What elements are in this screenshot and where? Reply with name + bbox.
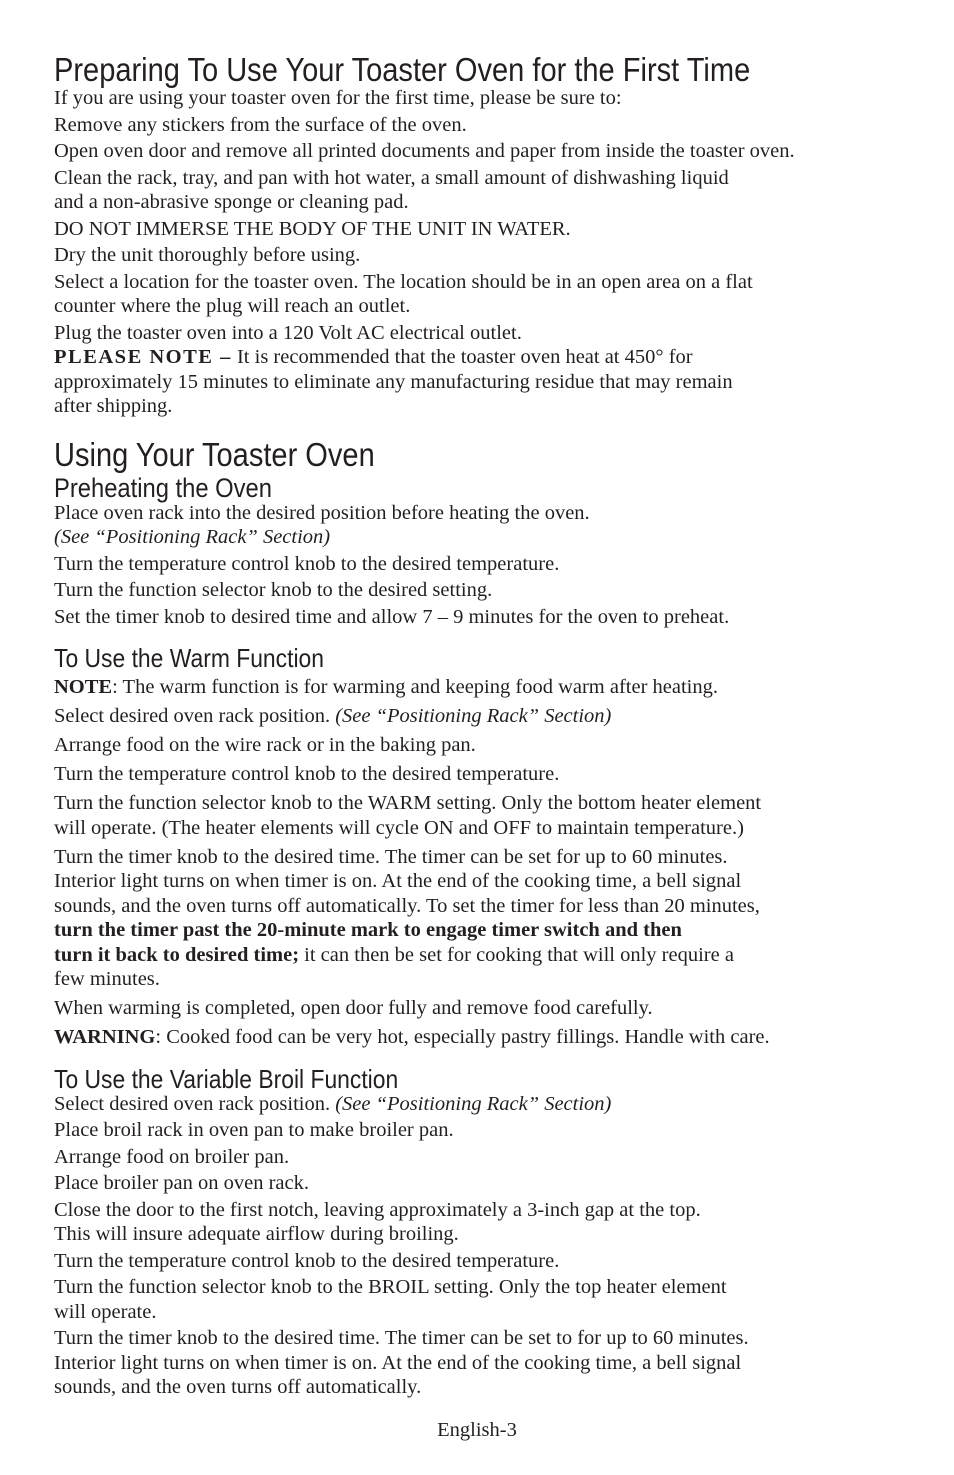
subsection-title-warm: To Use the Warm Function <box>54 643 324 673</box>
instruction-line <box>54 1092 914 1117</box>
please-note-line: approximately 15 minutes to eliminate any manufacturing residue that may remain <box>54 370 733 393</box>
warm-note-line <box>54 675 914 700</box>
rack-text: Select desired oven rack position. <box>54 1092 336 1115</box>
instruction-line: sounds, and the oven turns off automatically. <box>54 1376 422 1398</box>
instruction-line: Turn the timer knob to the desired time. The timer can be set to for up to 60 minutes. <box>54 1327 749 1349</box>
warning-line <box>54 1025 914 1050</box>
intro-line: If you are using your toaster oven for the first time, please be sure to: <box>54 87 622 109</box>
instruction-line: This will insure adequate airflow during broiling. <box>54 1223 459 1245</box>
instruction-line: counter where the plug will reach an outlet. <box>54 295 411 317</box>
preheating-instructions <box>54 501 914 630</box>
page-number: English-3 <box>437 1419 517 1441</box>
instruction-line: Clean the rack, tray, and pan with hot water, a small amount of dishwashing liquid <box>54 166 729 189</box>
instruction-line: Turn the function selector knob to the desired setting. <box>54 579 493 601</box>
section-title-using-oven: Using Your Toaster Oven <box>54 435 375 473</box>
instruction-line: Arrange food on broiler pan. <box>54 1145 290 1168</box>
instruction-line <box>54 943 914 968</box>
warning-text: : Cooked food can be very hot, especially pastry fillings. Handle with care. <box>155 1026 770 1048</box>
section-title-first-time: Preparing To Use Your Toaster Oven for the First Time <box>54 51 751 88</box>
instruction-line: Turn the temperature control knob to the desired temperature. <box>54 763 560 785</box>
instruction-line: Turn the temperature control knob to the desired temperature. <box>54 552 560 575</box>
instruction-line: Turn the function selector knob to the WARM setting. Only the bottom heater element <box>54 792 762 814</box>
note-label: NOTE <box>54 676 113 698</box>
subsection-title-preheating: Preheating the Oven <box>54 472 272 503</box>
warm-instructions <box>54 675 914 1050</box>
bold-text: turn it back to desired time; <box>54 943 300 966</box>
instruction-line: Turn the timer knob to the desired time. The timer can be set for up to 60 minutes. <box>54 845 728 868</box>
positioning-rack-reference: (See “Positioning Rack” Section) <box>54 526 331 548</box>
note-text: : The warm function is for warming and keeping food warm after heating. <box>112 676 719 698</box>
instruction-line: Set the timer knob to desired time and allow 7 – 9 minutes for the oven to preheat. <box>54 605 730 628</box>
instruction-line: Interior light turns on when timer is on. At the end of the cooking time, a bell signal <box>54 1351 742 1374</box>
broil-instructions <box>54 1092 914 1400</box>
instruction-line: Plug the toaster oven into a 120 Volt AC electrical outlet. <box>54 321 522 344</box>
please-note-text: It is recommended that the toaster oven heat at 450° for <box>231 346 693 368</box>
instruction-line: DO NOT IMMERSE THE BODY OF THE UNIT IN WATER. <box>54 217 571 240</box>
instruction-line: When warming is completed, open door fully and remove food carefully. <box>54 997 653 1019</box>
instruction-line: Interior light turns on when timer is on. At the end of the cooking time, a bell signal <box>54 870 742 892</box>
instruction-line: Place broiler pan on oven rack. <box>54 1172 310 1194</box>
please-note-label: PLEASE NOTE – <box>54 346 232 368</box>
rack-text: Select desired oven rack position. <box>54 705 336 727</box>
instruction-line: Turn the temperature control knob to the desired temperature. <box>54 1249 560 1272</box>
instruction-line: Place broil rack in oven pan to make broiler pan. <box>54 1119 454 1141</box>
instruction-line <box>54 704 914 729</box>
instruction-line: Close the door to the first notch, leaving approximately a 3-inch gap at the top. <box>54 1198 701 1221</box>
instruction-line: Dry the unit thoroughly before using. <box>54 244 361 266</box>
please-note-line <box>54 345 914 370</box>
first-time-instructions <box>54 86 914 419</box>
instruction-line: Select a location for the toaster oven. The location should be in an open area on a flat <box>54 270 753 293</box>
instruction-line: will operate. (The heater elements will cycle ON and OFF to maintain temperature.) <box>54 816 744 839</box>
warning-label: WARNING <box>54 1026 156 1048</box>
positioning-rack-reference: (See “Positioning Rack” Section) <box>335 705 612 727</box>
please-note-line: after shipping. <box>54 395 173 417</box>
instruction-line: Remove any stickers from the surface of the oven. <box>54 113 467 136</box>
positioning-rack-reference: (See “Positioning Rack” Section) <box>335 1092 612 1115</box>
instruction-line: Open oven door and remove all printed documents and paper from inside the toaster oven. <box>54 140 795 162</box>
instruction-line: Arrange food on the wire rack or in the baking pan. <box>54 734 476 756</box>
regular-text: it can then be set for cooking that will only require a <box>299 943 734 966</box>
instruction-line: Turn the function selector knob to the BROIL setting. Only the top heater element <box>54 1276 727 1298</box>
instruction-line-bold: turn the timer past the 20-minute mark to engage timer switch and then <box>54 919 682 941</box>
instruction-line: Place oven rack into the desired position before heating the oven. <box>54 501 590 524</box>
subsection-title-broil: To Use the Variable Broil Function <box>54 1063 399 1094</box>
instruction-line: and a non-abrasive sponge or cleaning pad. <box>54 191 409 213</box>
instruction-line: will operate. <box>54 1300 157 1323</box>
instruction-line: few minutes. <box>54 968 160 990</box>
document-page <box>54 0 914 1400</box>
instruction-line: sounds, and the oven turns off automatically. To set the timer for less than 20 minutes, <box>54 894 760 917</box>
